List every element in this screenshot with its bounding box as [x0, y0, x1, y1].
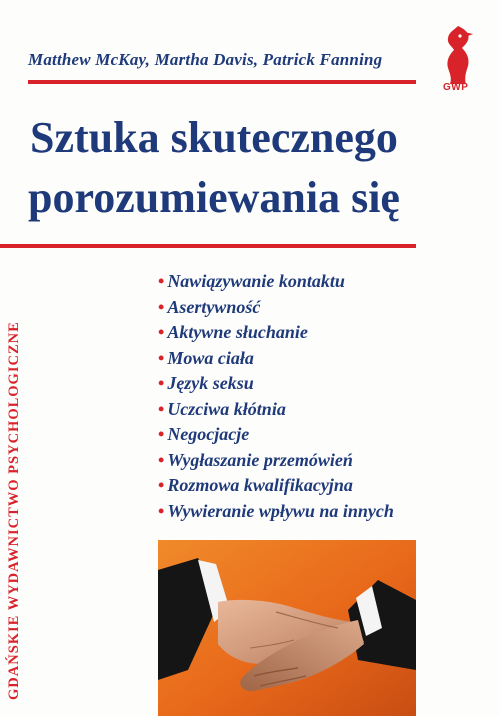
handshake-photo [158, 540, 416, 716]
topic-label: Aktywne słuchanie [167, 322, 308, 342]
publisher-spine-text: GDAŃSKIE WYDAWNICTWO PSYCHOLOGICZNE [6, 321, 22, 700]
bullet-icon: • [158, 449, 165, 470]
bullet-icon: • [158, 271, 165, 291]
topic-item [158, 422, 394, 448]
bullet-icon: • [158, 500, 165, 521]
topic-label: Uczciwa kłótnia [167, 398, 286, 419]
topic-item [158, 499, 394, 525]
bullet-icon: • [158, 347, 165, 368]
topic-label: Mowa ciała [167, 347, 254, 368]
topic-label: Rozmowa kwalifikacyjna [167, 475, 353, 495]
topic-label: Negocjacje [167, 424, 250, 444]
bullet-icon: • [158, 296, 165, 317]
topic-item [158, 269, 394, 295]
topic-item [158, 448, 394, 474]
topic-item [158, 397, 394, 423]
topic-item [158, 320, 394, 346]
topics-list [158, 269, 394, 524]
topic-item [158, 473, 394, 499]
topic-item [158, 346, 394, 372]
topic-label: Język seksu [167, 373, 254, 393]
topic-label: Wywieranie wpływu na innych [167, 500, 394, 521]
bullet-icon: • [158, 475, 165, 495]
bullet-icon: • [158, 373, 165, 393]
top-red-rule [28, 80, 416, 84]
topic-item [158, 295, 394, 321]
bullet-icon: • [158, 322, 165, 342]
title-line-2: porozumiewania się [28, 173, 400, 222]
authors: Matthew McKay, Martha Davis, Patrick Fanning [28, 50, 383, 69]
bullet-icon: • [158, 398, 165, 419]
title-line-1: Sztuka skutecznego [30, 113, 398, 162]
bullet-icon: • [158, 424, 165, 444]
topic-item [158, 371, 394, 397]
topic-label: Asertywność [167, 296, 261, 317]
bottom-red-rule [0, 244, 416, 248]
topic-label: Wygłaszanie przemówień [167, 449, 353, 470]
topic-label: Nawiązywanie kontaktu [167, 271, 345, 291]
publisher-logo-text: GWP [443, 82, 469, 93]
